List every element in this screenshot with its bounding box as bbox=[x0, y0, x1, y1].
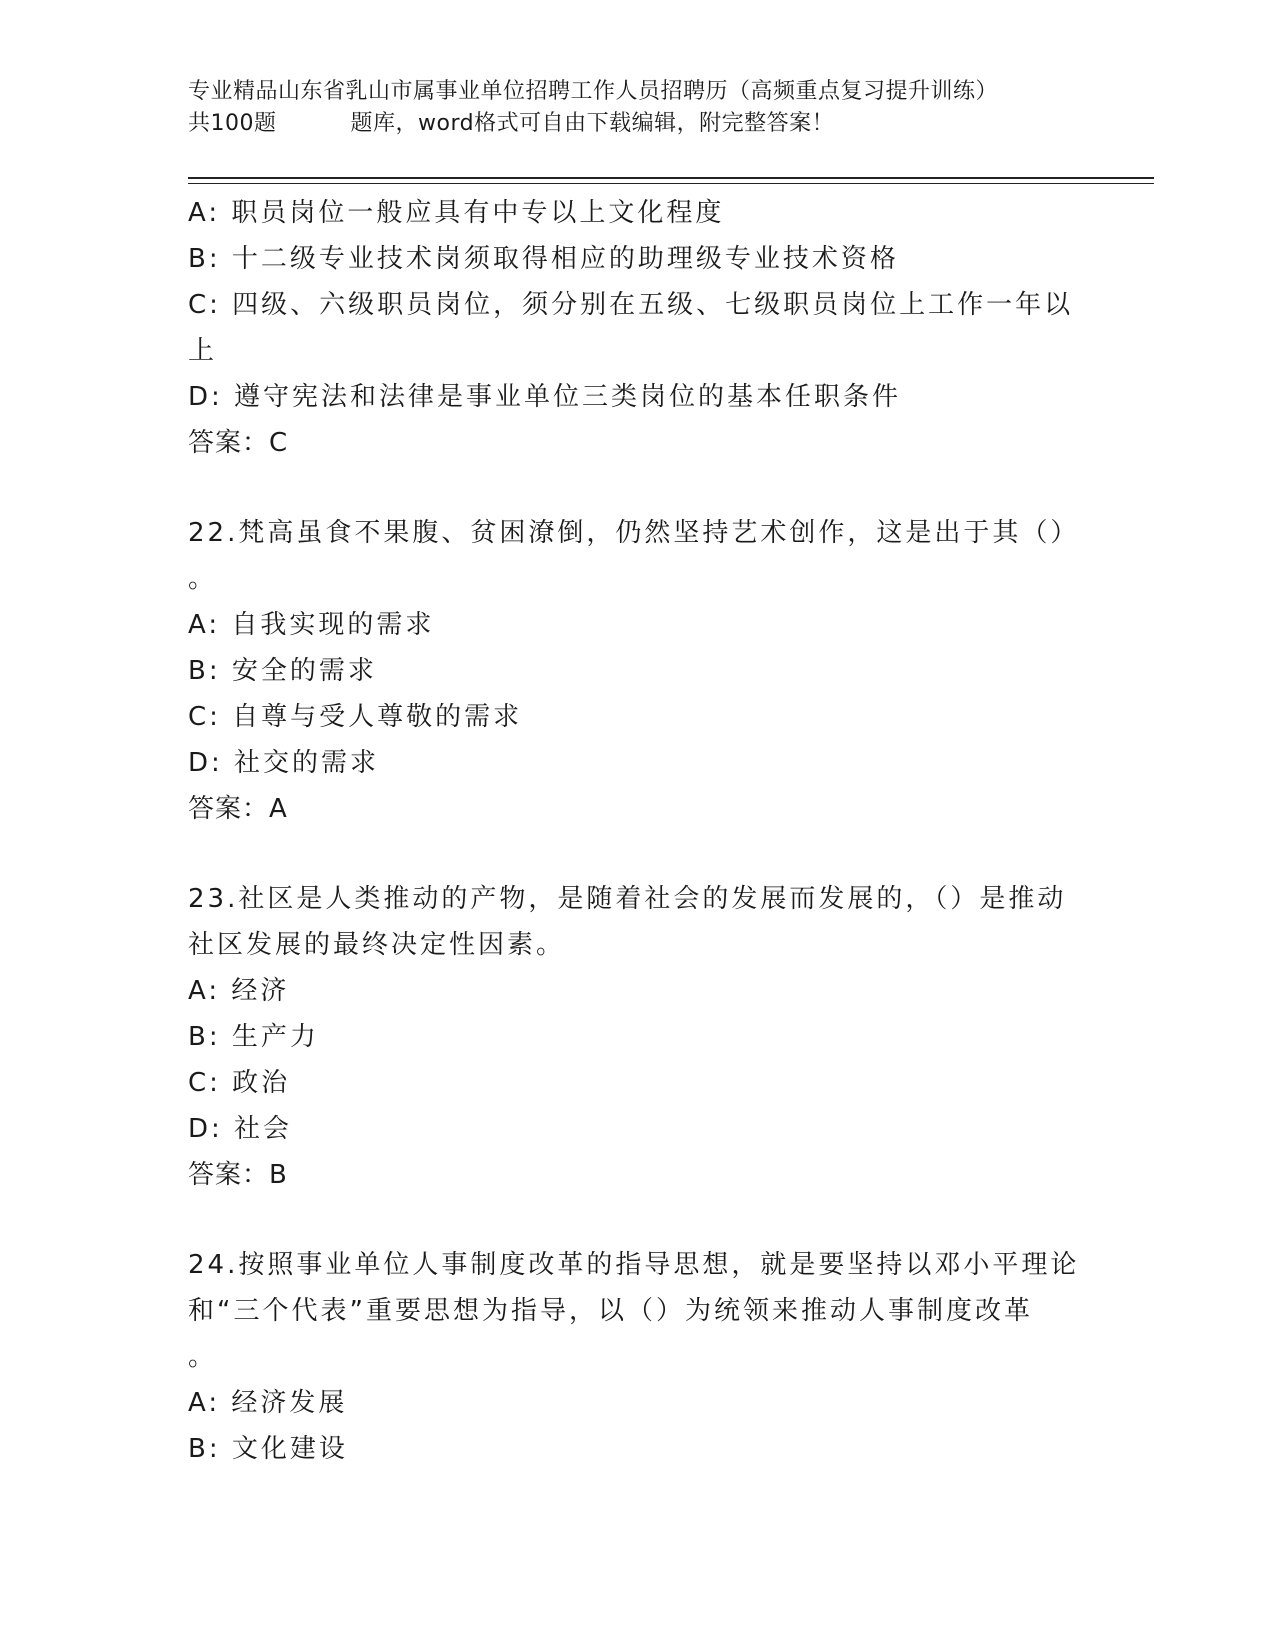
document-header bbox=[188, 76, 1088, 140]
question-24 bbox=[188, 1242, 1088, 1472]
option-line: C: 四级、六级职员岗位，须分别在五级、七级职员岗位上工作一年以 bbox=[188, 290, 1074, 320]
option-line: A: 经济 bbox=[188, 976, 290, 1006]
question-stem-continued: 和“三个代表”重要思想为指导，以（）为统领来推动人事制度改革 bbox=[188, 1296, 1033, 1326]
question-list bbox=[188, 190, 1088, 1472]
option-line: B: 十二级专业技术岗须取得相应的助理级专业技术资格 bbox=[188, 244, 899, 274]
question-stem-continued: 。 bbox=[188, 1342, 218, 1372]
question-stem-continued: 社区发展的最终决定性因素。 bbox=[188, 930, 566, 960]
answer-line: 答案：B bbox=[188, 1160, 288, 1190]
option-line: B: 生产力 bbox=[188, 1022, 319, 1052]
option-line: C: 政治 bbox=[188, 1068, 291, 1098]
answer-line: 答案：C bbox=[188, 428, 289, 458]
header-divider-thick bbox=[188, 177, 1154, 179]
option-line: D: 社会 bbox=[188, 1114, 293, 1144]
question-23 bbox=[188, 876, 1088, 1198]
question-21-tail bbox=[188, 190, 1088, 466]
option-line: A: 经济发展 bbox=[188, 1388, 348, 1418]
header-divider-thin bbox=[188, 183, 1154, 184]
header-description: 题库，word格式可自由下载编辑，附完整答案！ bbox=[350, 111, 835, 136]
question-stem-continued: 。 bbox=[188, 564, 218, 594]
question-22 bbox=[188, 510, 1088, 832]
option-line: A: 职员岗位一般应具有中专以上文化程度 bbox=[188, 198, 725, 228]
option-line: D: 社交的需求 bbox=[188, 748, 380, 778]
question-stem: 23.社区是人类推动的产物，是随着社会的发展而发展的，（）是推动 bbox=[188, 884, 1067, 914]
option-line: A: 自我实现的需求 bbox=[188, 610, 435, 640]
question-stem: 22.梵高虽食不果腹、贫困潦倒，仍然坚持艺术创作，这是出于其（） bbox=[188, 518, 1080, 548]
option-line: B: 文化建设 bbox=[188, 1434, 348, 1464]
option-line-continued: 上 bbox=[188, 336, 218, 366]
header-question-count: 共100题 bbox=[188, 111, 277, 136]
header-subtitle-line bbox=[188, 108, 1088, 140]
option-line: C: 自尊与受人尊敬的需求 bbox=[188, 702, 523, 732]
answer-line: 答案：A bbox=[188, 794, 288, 824]
header-title-line: 专业精品山东省乳山市属事业单位招聘工作人员招聘历（高频重点复习提升训练） bbox=[188, 79, 999, 104]
option-line: D: 遵守宪法和法律是事业单位三类岗位的基本任职条件 bbox=[188, 382, 902, 412]
option-line: B: 安全的需求 bbox=[188, 656, 377, 686]
question-stem: 24.按照事业单位人事制度改革的指导思想，就是要坚持以邓小平理论 bbox=[188, 1250, 1080, 1280]
